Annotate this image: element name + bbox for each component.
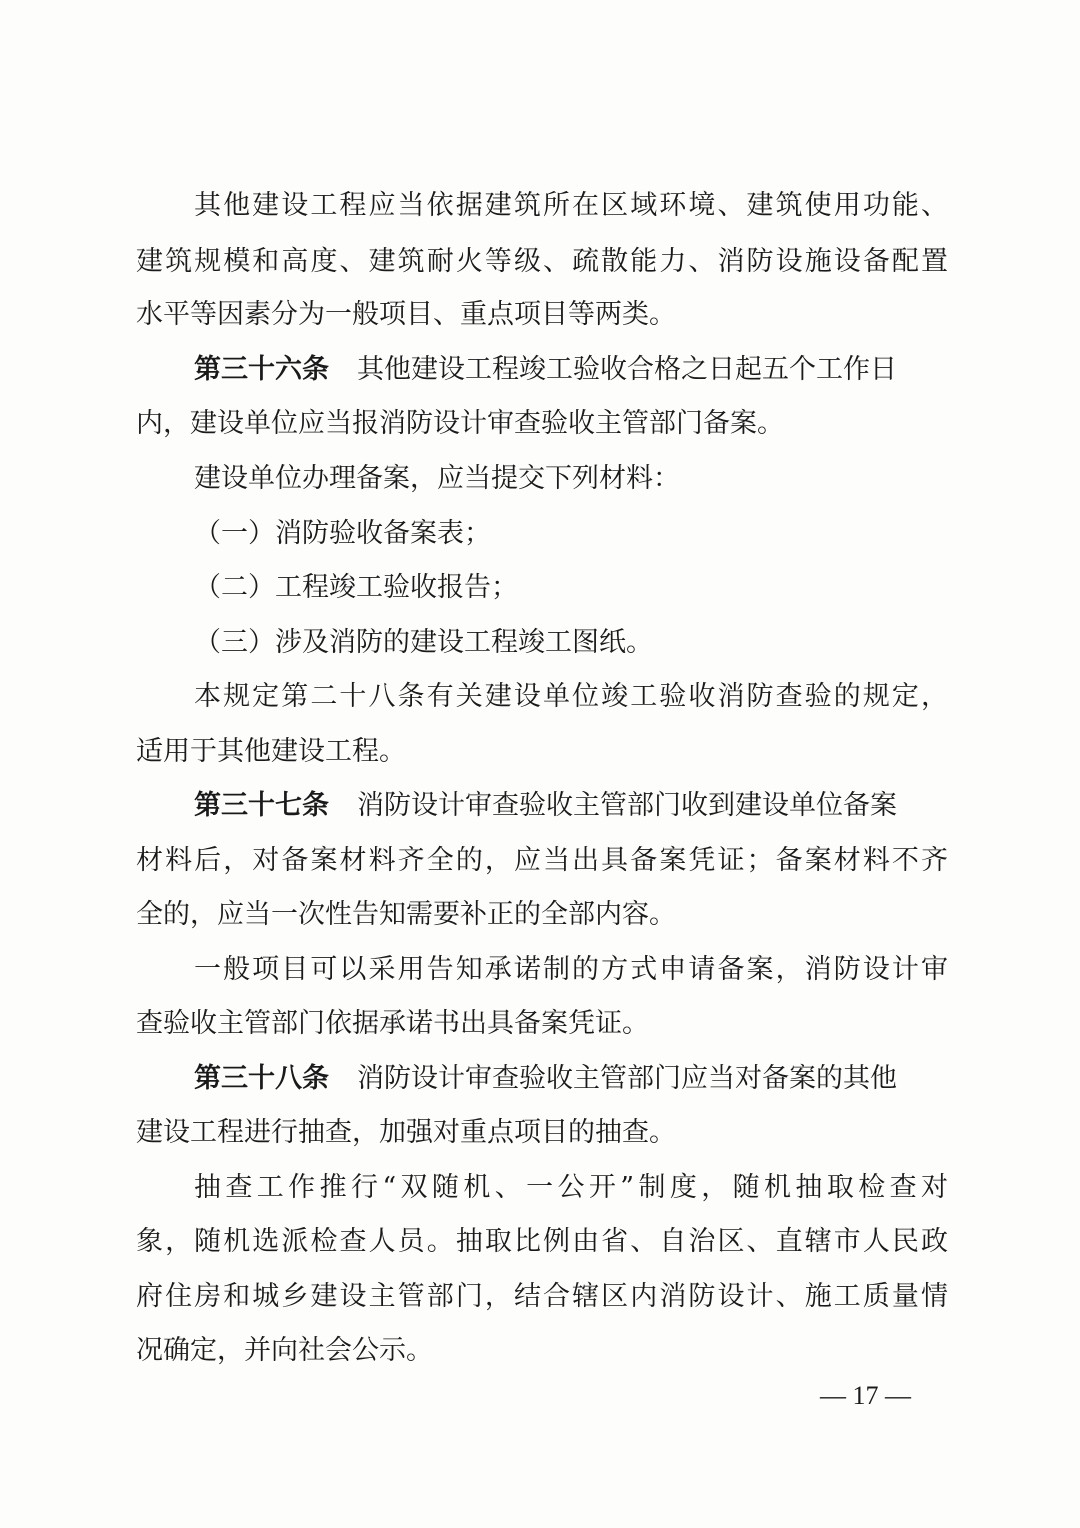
paragraph-line: 查验收主管部门依据承诺书出具备案凭证。 [136,1008,649,1039]
paragraph-line: 材料后，对备案材料齐全的，应当出具备案凭证；备案材料不齐 [136,845,948,876]
paragraph-line: 象，随机选派检查人员。抽取比例由省、自治区、直辖市人民政 [136,1226,948,1257]
paragraph-line: 建筑规模和高度、建筑耐火等级、疏散能力、消防设施设备配置 [136,246,948,277]
paragraph-line: 抽查工作推行“双随机、一公开”制度，随机抽取检查对 [194,1172,948,1203]
article-36 [194,350,948,390]
paragraph-line: 全的，应当一次性告知需要补正的全部内容。 [136,899,676,930]
paragraph-line: 况确定，并向社会公示。 [136,1335,433,1366]
paragraph-line: 水平等因素分为一般项目、重点项目等两类。 [136,299,676,330]
list-item: （三）涉及消防的建设工程竣工图纸。 [194,627,653,658]
paragraph-line: 其他建设工程应当依据建筑所在区域环境、建筑使用功能、 [194,190,948,221]
paragraph-line: 适用于其他建设工程。 [136,736,406,767]
article-36-text: 其他建设工程竣工验收合格之日起五个工作日 [357,354,897,385]
list-item: （二）工程竣工验收报告； [194,572,518,603]
paragraph-line: 内，建设单位应当报消防设计审查验收主管部门备案。 [136,408,784,439]
article-38 [194,1059,948,1099]
paragraph-line: 建设工程进行抽查，加强对重点项目的抽查。 [136,1117,676,1148]
article-37-heading: 第三十七条 [194,790,329,821]
paragraph-line: 本规定第二十八条有关建设单位竣工验收消防查验的规定， [194,681,948,712]
article-38-text: 消防设计审查验收主管部门应当对备案的其他 [357,1063,897,1094]
article-37 [194,786,948,826]
page-number: — 17 — [820,1381,911,1410]
article-36-heading: 第三十六条 [194,354,329,385]
paragraph-line: 建设单位办理备案，应当提交下列材料： [194,463,680,494]
article-38-heading: 第三十八条 [194,1063,329,1094]
paragraph-line: 一般项目可以采用告知承诺制的方式申请备案，消防设计审 [194,954,948,985]
list-item: （一）消防验收备案表； [194,518,491,549]
paragraph-line: 府住房和城乡建设主管部门，结合辖区内消防设计、施工质量情 [136,1281,948,1312]
article-37-text: 消防设计审查验收主管部门收到建设单位备案 [357,790,897,821]
